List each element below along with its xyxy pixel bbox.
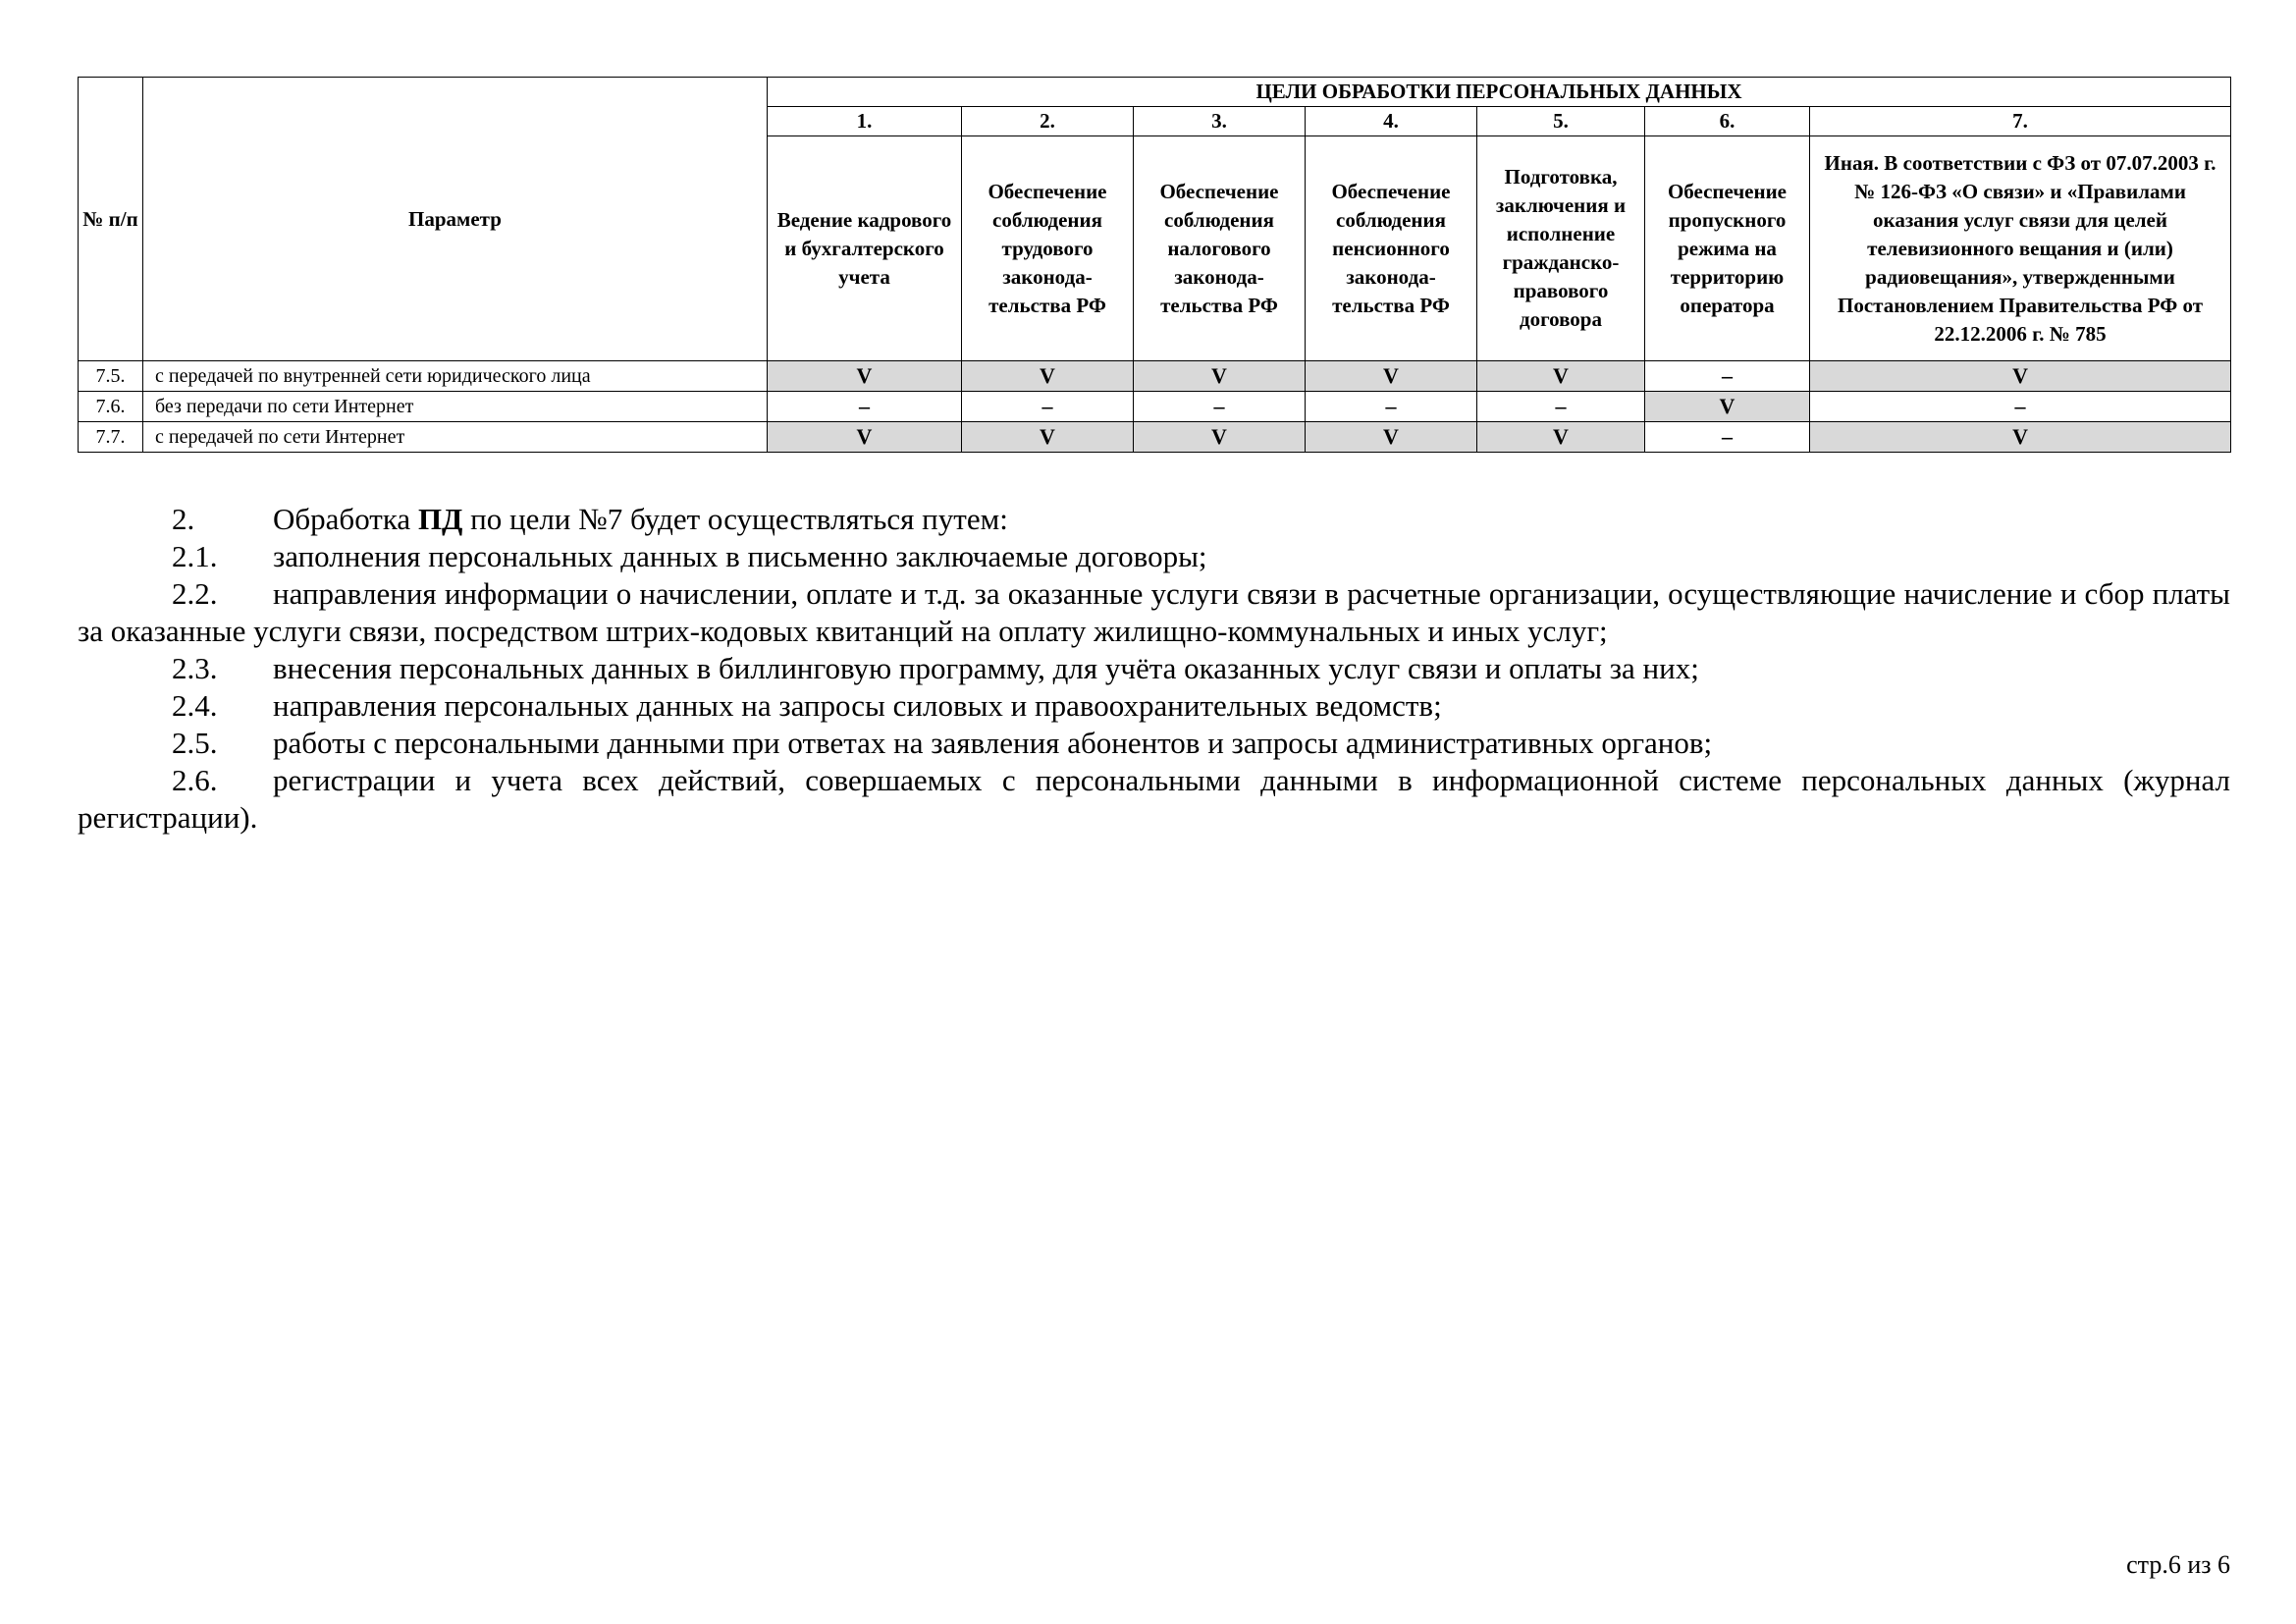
paragraph	[78, 725, 2230, 762]
goal-num: 1.	[768, 107, 962, 136]
goal-label: Обеспечение соблюдения трудового законода-тельства РФ	[962, 136, 1134, 361]
row-value: V	[1645, 392, 1810, 422]
table-row	[79, 422, 2231, 453]
goal-label: Ведение кадрового и бухгалтерского учета	[768, 136, 962, 361]
table-row	[79, 361, 2231, 392]
paragraph-text: по цели №7 будет осуществляться путем:	[462, 502, 1008, 536]
row-value: V	[1477, 422, 1645, 453]
paragraph-number: 2.2.	[172, 576, 218, 611]
col-param-header: Параметр	[143, 78, 768, 361]
paragraph-bold-term: ПД	[417, 502, 463, 536]
paragraph	[78, 575, 2230, 650]
goal-label: Иная. В соответствии с ФЗ от 07.07.2003 г. № 126-ФЗ «О связи» и «Правилами оказания услуг связи для целей телевизионного вещания и (или) радиовещания», утвержденными Постановлением Правительства РФ от 22.12.2006 г. № 785	[1810, 136, 2231, 361]
paragraph-number: 2.	[172, 502, 195, 536]
row-value: V	[1810, 361, 2231, 392]
paragraph-text: Обработка	[273, 502, 418, 536]
goal-num: 4.	[1306, 107, 1477, 136]
row-value: V	[1134, 422, 1306, 453]
row-num: 7.7.	[79, 422, 143, 453]
goal-num: 3.	[1134, 107, 1306, 136]
row-param: без передачи по сети Интернет	[143, 392, 768, 422]
goal-num: 6.	[1645, 107, 1810, 136]
goals-table	[78, 77, 2231, 453]
paragraph-number: 2.3.	[172, 651, 218, 685]
row-param: с передачей по сети Интернет	[143, 422, 768, 453]
goal-label: Обеспечение пропускного режима на территорию оператора	[1645, 136, 1810, 361]
goal-num: 2.	[962, 107, 1134, 136]
col-num-header: № п/п	[79, 78, 143, 361]
row-value: V	[962, 422, 1134, 453]
row-value: V	[962, 361, 1134, 392]
row-value: –	[1645, 361, 1810, 392]
row-value: V	[768, 361, 962, 392]
row-value: –	[962, 392, 1134, 422]
row-value: V	[1134, 361, 1306, 392]
goal-num: 5.	[1477, 107, 1645, 136]
paragraph-text: направления персональных данных на запросы силовых и правоохранительных ведомств;	[273, 688, 1442, 723]
paragraph-number: 2.6.	[172, 763, 218, 797]
paragraph-number: 2.4.	[172, 688, 218, 723]
row-value: –	[768, 392, 962, 422]
body-text	[78, 501, 2230, 837]
row-value: V	[1306, 422, 1477, 453]
row-value: V	[1477, 361, 1645, 392]
goal-label: Обеспечение соблюдения налогового законода-тельства РФ	[1134, 136, 1306, 361]
row-value: V	[1810, 422, 2231, 453]
paragraph	[78, 538, 2230, 575]
row-value: –	[1477, 392, 1645, 422]
paragraph-text: регистрации и учета всех действий, совершаемых с персональными данными в информационной системе персональных данных (журнал регистрации).	[78, 763, 2230, 835]
row-num: 7.5.	[79, 361, 143, 392]
row-value: –	[1645, 422, 1810, 453]
goal-label: Обеспечение соблюдения пенсионного законода-тельства РФ	[1306, 136, 1477, 361]
paragraph-text: направления информации о начислении, оплате и т.д. за оказанные услуги связи в расчетные организации, осуществляющие начисление и сбор платы за оказанные услуги связи, посредством штрих-кодовых квитанций на оплату жилищно-коммунальных и иных услуг;	[78, 576, 2230, 648]
paragraph-number: 2.1.	[172, 539, 218, 573]
row-num: 7.6.	[79, 392, 143, 422]
paragraph-text: внесения персональных данных в биллинговую программу, для учёта оказанных услуг связи и оплаты за них;	[273, 651, 1699, 685]
table-row	[79, 392, 2231, 422]
group-header: ЦЕЛИ ОБРАБОТКИ ПЕРСОНАЛЬНЫХ ДАННЫХ	[768, 78, 2231, 107]
row-value: V	[1306, 361, 1477, 392]
paragraph-text: заполнения персональных данных в письменно заключаемые договоры;	[273, 539, 1207, 573]
row-value: –	[1306, 392, 1477, 422]
goal-label: Подготовка, заключения и исполнение гражданско-правового договора	[1477, 136, 1645, 361]
row-param: с передачей по внутренней сети юридического лица	[143, 361, 768, 392]
paragraph	[78, 650, 2230, 687]
paragraph-text: работы с персональными данными при ответах на заявления абонентов и запросы административных органов;	[273, 726, 1713, 760]
goal-num: 7.	[1810, 107, 2231, 136]
paragraph	[78, 762, 2230, 837]
page-number: стр.6 из 6	[2126, 1550, 2230, 1579]
paragraph	[78, 501, 2230, 538]
paragraph-number: 2.5.	[172, 726, 218, 760]
row-value: –	[1810, 392, 2231, 422]
paragraph	[78, 687, 2230, 725]
row-value: –	[1134, 392, 1306, 422]
row-value: V	[768, 422, 962, 453]
